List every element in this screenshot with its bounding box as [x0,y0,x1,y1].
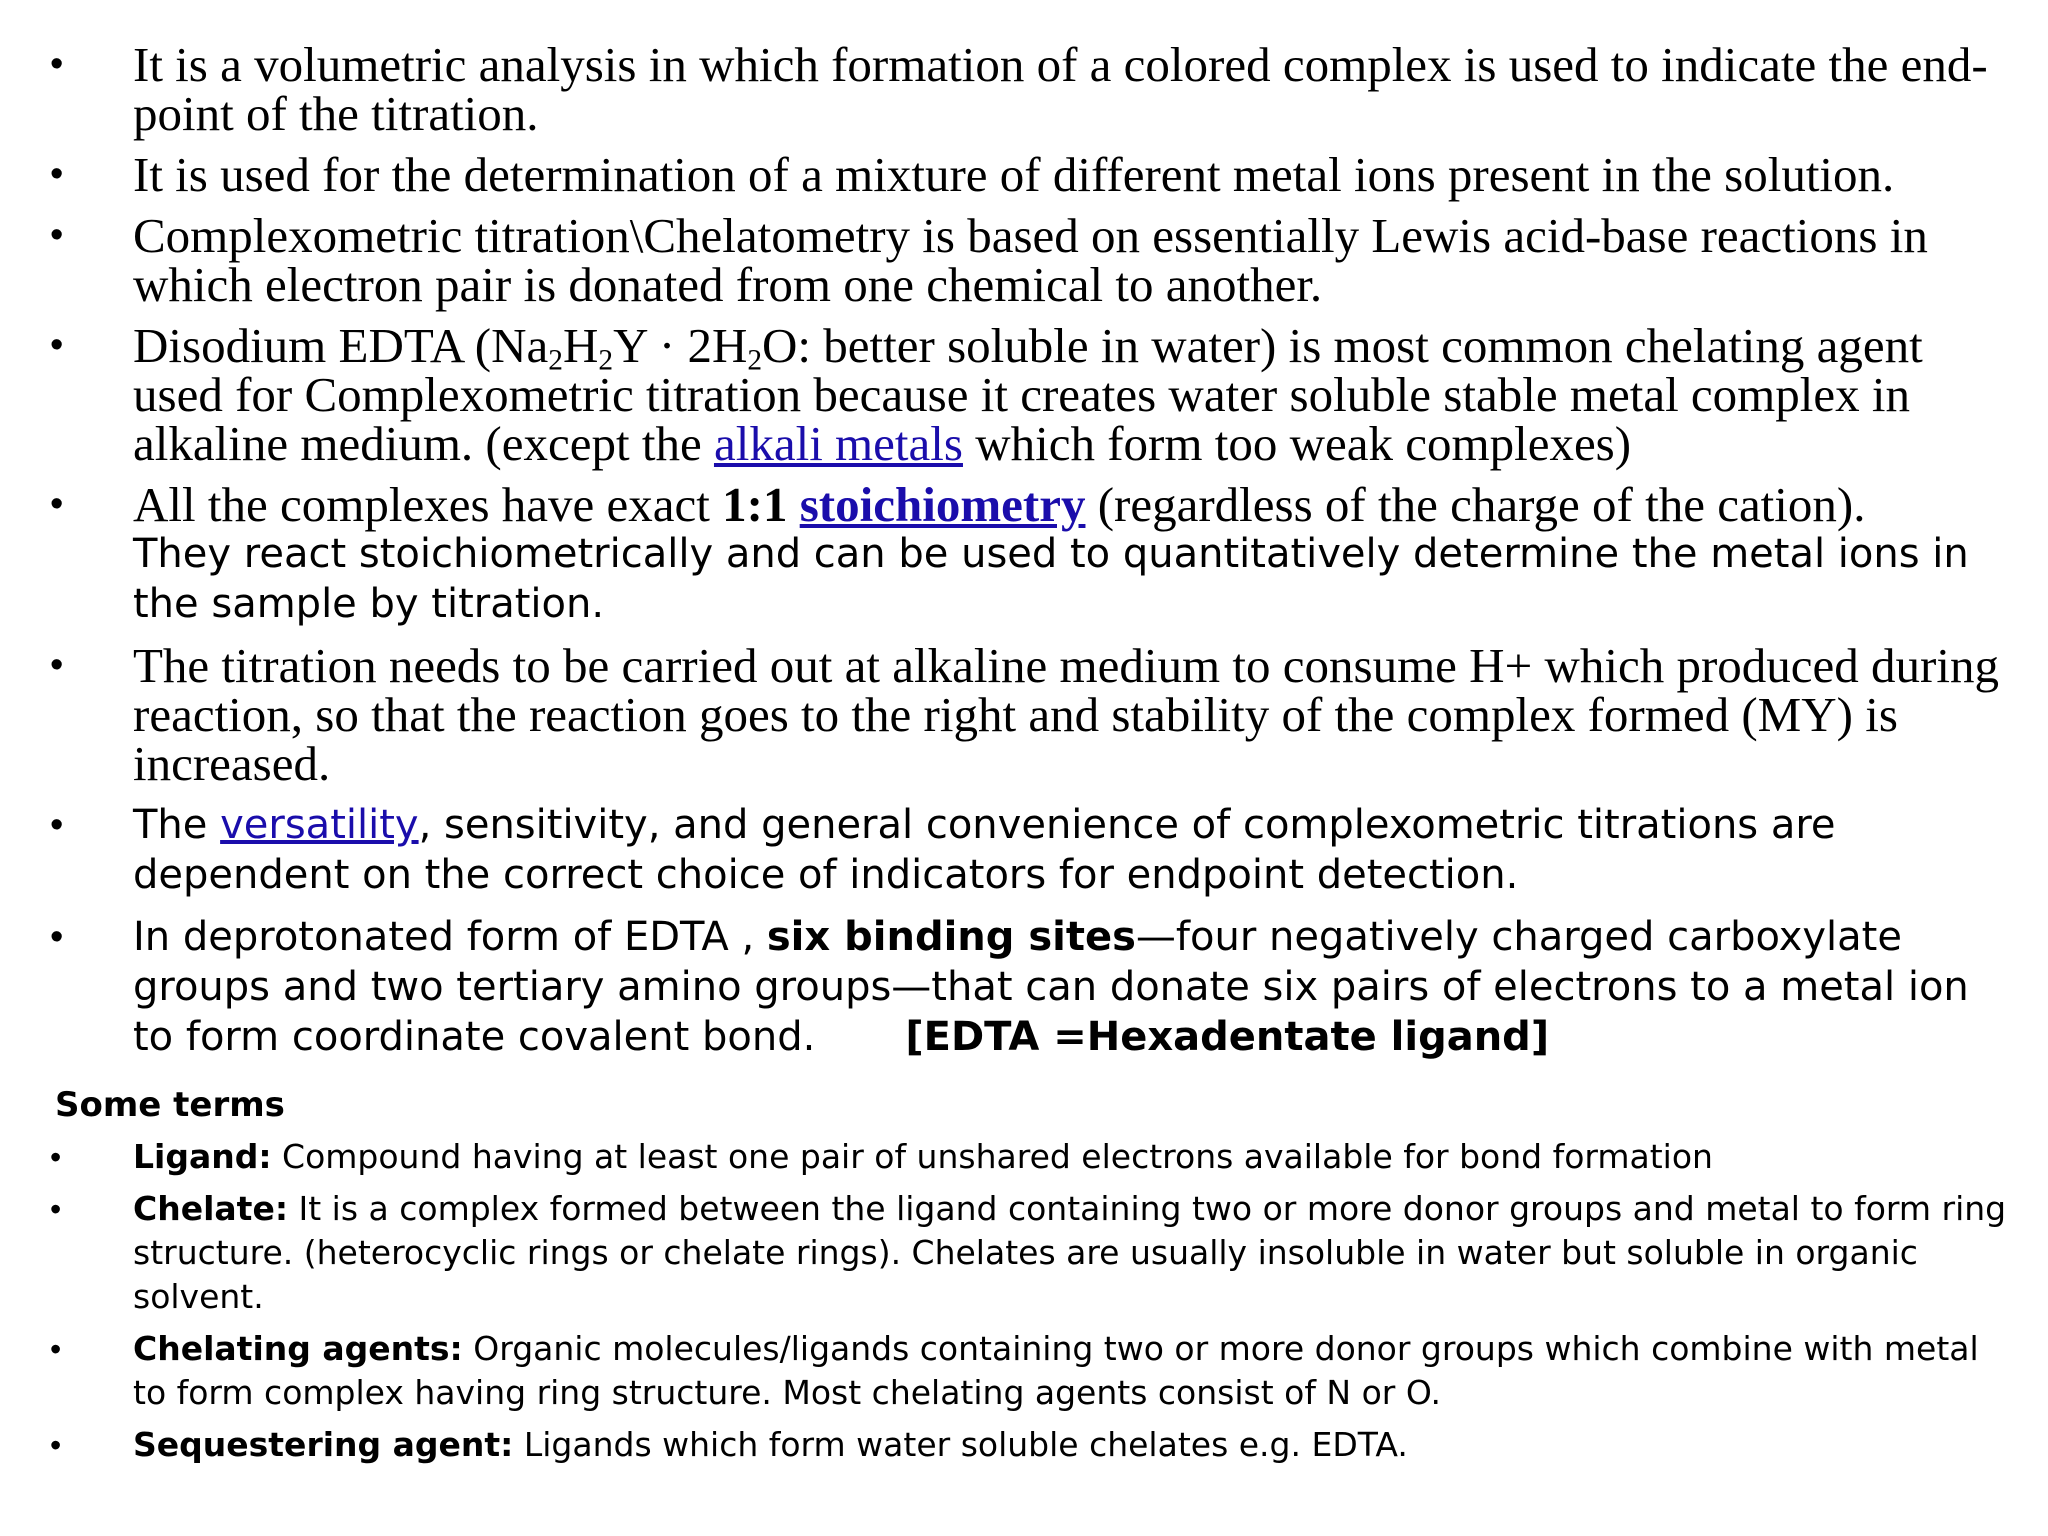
terms-list [0,1135,2020,1475]
bullet-dot: • [50,1427,62,1463]
term-ligand [0,1135,2020,1179]
term-definition: Organic molecules/ligands containing two or more donor groups which combine with metal to form complex having ring structure. Most chelating agents consist of N or O. [133,1329,1979,1412]
term-definition: Ligands which form water soluble chelates e.g. EDTA. [513,1425,1408,1464]
bullet-text-part: —four negatively charged carboxylate groups and two tertiary amino groups—that can donate six pairs of electrons to a metal ion to form coordinate covalent bond. [133,914,1969,1060]
bullet-text: Complexometric titration\Chelatometry is based on essentially Lewis acid-base reactions in which electron pair is donated from one chemical to another. [133,208,1928,312]
term-definition: Compound having at least one pair of unshared electrons available for bond formation [271,1137,1713,1176]
bullet-text-part: The [133,802,221,848]
term-chelate [0,1187,2020,1319]
term-label: Sequestering agent: [133,1425,514,1464]
term-label: Ligand: [133,1137,272,1176]
bullet-dot: • [50,916,64,958]
subscript: 2 [548,344,563,377]
bullet-text-part: O: better soluble in water) is most common chelating agent used for Complexometric titration because it creates water soluble stable metal complex in alkaline medium. (except the [133,318,1923,471]
term-chelating-agents [0,1327,2020,1415]
bullet-text-continuation: They react stoichiometrically and can be used to quantitatively determine the metal ions in the sample by titration. [133,531,1969,627]
bullet-dot: • [50,153,64,195]
subscript: 2 [598,344,614,377]
term-label: Chelate: [133,1189,289,1228]
ratio-text: 1:1 [722,477,788,532]
bullet-volumetric-analysis [0,37,2020,141]
bullet-lewis-acid-base [0,208,2020,312]
stoichiometry-link[interactable]: stoichiometry [799,477,1086,532]
bullet-text-part: In deprotonated form of EDTA , [133,914,767,960]
bullet-text-part: which form too weak complexes) [962,416,1632,471]
subscript: 2 [747,344,763,377]
term-label: Chelating agents: [133,1329,463,1368]
alkali-metals-link[interactable]: alkali metals [713,416,963,471]
bullet-text: The titration needs to be carried out at alkaline medium to consume H+ which produced during reaction, so that the reaction goes to the right and stability of the complex formed (MY) is increased. [133,638,1999,791]
term-definition: It is a complex formed between the ligand containing two or more donor groups and metal to form ring structure. (heterocyclic rings or chelate rings). Chelates are usually insoluble in water but soluble in organic solvent. [133,1189,2007,1316]
term-sequestering-agent [0,1423,2020,1467]
terms-heading: Some terms [55,1085,285,1125]
bullet-versatility [0,800,2020,900]
bullet-text-part: (regardless of the charge of the cation). [1085,477,1866,532]
bullet-mixture-determination [0,147,2020,202]
bullet-dot: • [50,1139,62,1175]
bullet-dot: • [50,214,64,256]
bullet-dot: • [50,1191,62,1227]
bullet-dot: • [50,644,64,686]
hexadentate-note: [EDTA =Hexadentate ligand] [905,1014,1550,1060]
binding-sites-bold: six binding sites [766,914,1136,960]
bullet-text-part: , sensitivity, and general convenience of complexometric titrations are dependent on the correct choice of indicators for endpoint detection. [133,802,1836,898]
bullet-text: It is used for the determination of a mixture of different metal ions present in the solution. [133,147,1895,202]
bullet-alkaline-medium [0,638,2020,791]
bullet-binding-sites [0,912,2020,1062]
bullet-text-part: H [562,318,599,373]
bullet-text-part: All the complexes have exact [133,477,723,532]
bullet-dot: • [50,483,64,525]
bullet-disodium-edta [0,318,2020,471]
bullet-dot: • [50,804,64,846]
bullet-dot: • [50,1331,62,1367]
bullet-text-part: Disodium EDTA (Na [133,318,549,373]
bullet-text-part: Y · 2H [613,318,748,373]
bullet-stoichiometry [0,477,2020,629]
versatility-link[interactable]: versatility [220,802,419,848]
bullet-dot: • [50,43,64,85]
bullet-dot: • [50,324,64,366]
bullet-text: It is a volumetric analysis in which formation of a colored complex is used to indicate the end-point of the titration. [133,37,1988,141]
main-bullet-list [0,37,2020,1074]
